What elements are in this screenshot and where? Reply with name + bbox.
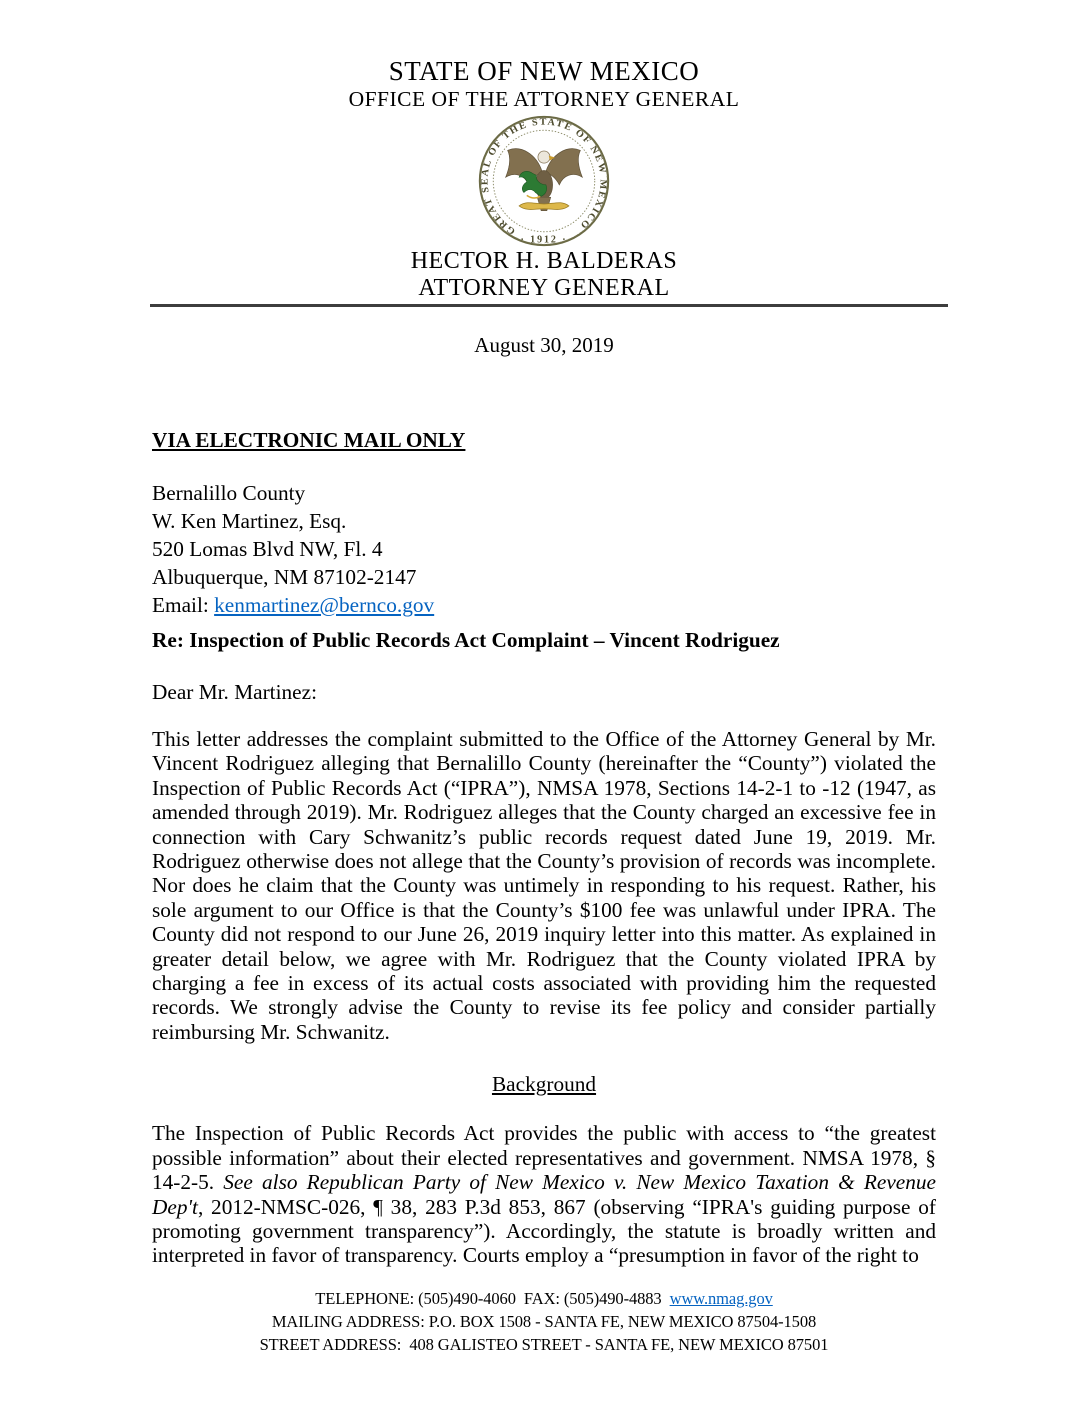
date-line: August 30, 2019 [474, 333, 614, 357]
section-heading-background: Background [491, 1072, 597, 1097]
letterhead-office: OFFICE OF THE ATTORNEY GENERAL [348, 87, 740, 111]
letter-footer [0, 1287, 1088, 1356]
recipient-line: 520 Lomas Blvd NW, Fl. 4 [152, 537, 383, 561]
letterhead-divider [150, 304, 948, 307]
case-citation-italic: See also Republican Party of New Mexico v. New Mexico Taxation & Revenue Dep't [152, 1170, 936, 1219]
email-label: Email: [152, 593, 215, 617]
footer-mailing-line: MAILING ADDRESS: P.O. BOX 1508 - SANTA FE, NEW MEXICO 87504-1508 [271, 1312, 817, 1331]
recipient-line: Albuquerque, NM 87102-2147 [152, 565, 417, 589]
delivery-method-line: VIA ELECTRONIC MAIL ONLY [152, 428, 466, 452]
letterhead-attorney-name: HECTOR H. BALDERAS [410, 248, 678, 274]
recipient-address-block [152, 479, 936, 619]
seal-year-text: · 1912 · [520, 234, 568, 246]
seal-container [152, 114, 936, 248]
footer-telephone-line: TELEPHONE: (505)490-4060 FAX: (505)490-4883 www.nmag.gov [315, 1289, 773, 1308]
recipient-email-line [152, 591, 936, 619]
recipient-line: Bernalillo County [152, 481, 306, 505]
state-seal-icon [474, 114, 614, 248]
salutation: Dear Mr. Martinez: [152, 680, 317, 704]
body-paragraph-2: The Inspection of Public Records Act provides the public with access to “the greatest possible information” about their elected representatives and government. NMSA 1978, § 14-2-5. See also Republican Party of New Mexico v. New Mexico Taxation & Revenue Dep't, 2012-NMSC-026, ¶ 38, 283 P.3d 853, 867 (observing “IPRA's guiding purpose of promoting government transparency”). Accordingly, the statute is broadly written and interpreted in favor of transparency. Courts employ a “presumption in favor of the right to [152, 1121, 936, 1268]
body-paragraph-1: This letter addresses the complaint submitted to the Office of the Attorney General by Mr. Vincent Rodriguez alleging that Bernalillo County (hereinafter the “County”) violated the Inspection of Public Records Act (“IPRA”), NMSA 1978, Sections 14-2-1 to -12 (1947, as amended through 2019). Mr. Rodriguez alleges that the County charged an excessive fee in connection with Cary Schwanitz’s public records request dated June 19, 2019. Mr. Rodriguez otherwise does not allege that the County’s provision of records was incomplete. Nor does he claim that the County was untimely in responding to his request. Rather, his sole argument to our Office is that the County’s $100 fee was unlawful under IPRA. The County did not respond to our June 26, 2019 inquiry letter into this matter. As explained in greater detail below, we agree with Mr. Rodriguez that the County violated IPRA by charging a fee in excess of its actual costs associated with providing him the requested records. We strongly advise the County to revise its fee policy and consider partially reimbursing Mr. Schwanitz. [152, 727, 936, 1044]
footer-website-link[interactable]: www.nmag.gov [669, 1289, 773, 1308]
footer-street-line: STREET ADDRESS: 408 GALISTEO STREET - SANTA FE, NEW MEXICO 87501 [259, 1335, 829, 1354]
subject-line: Re: Inspection of Public Records Act Complaint – Vincent Rodriguez [152, 628, 780, 652]
seal-ring-text: GREAT SEAL OF THE STATE OF NEW MEXICO [479, 116, 609, 237]
recipient-email-link[interactable]: kenmartinez@bernco.gov [214, 593, 435, 617]
letterhead-attorney-title: ATTORNEY GENERAL [418, 275, 670, 301]
recipient-line: W. Ken Martinez, Esq. [152, 509, 347, 533]
letterhead-state: STATE OF NEW MEXICO [388, 56, 700, 86]
